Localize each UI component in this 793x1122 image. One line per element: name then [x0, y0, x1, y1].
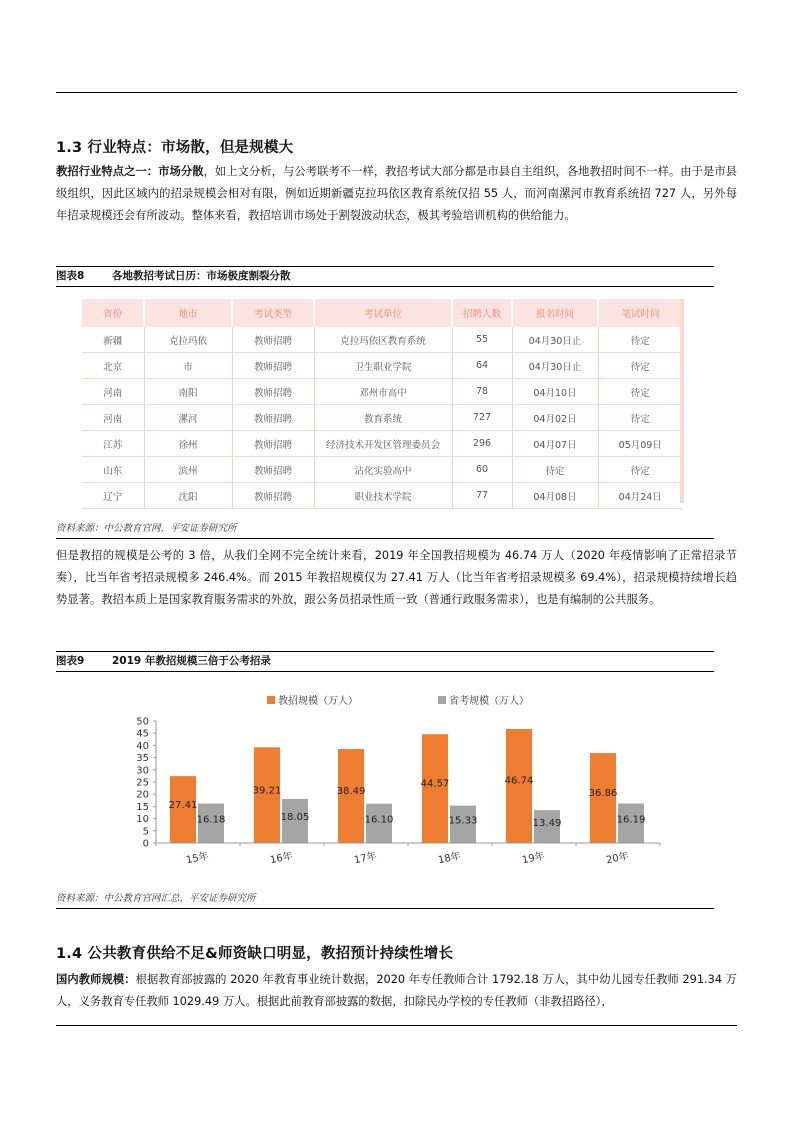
table-cell: 徐州 — [144, 431, 232, 457]
table-cell: 滨州 — [144, 457, 232, 483]
table-cell: 待定 — [598, 353, 682, 379]
paragraph-teacher-scale — [56, 969, 737, 1013]
x-tick-label: 19年 — [521, 850, 546, 867]
table-cell: 待定 — [512, 457, 598, 483]
y-tick-label: 30 — [136, 765, 149, 777]
figure-number: 图表8 — [56, 270, 85, 282]
table-cell: 江苏 — [82, 431, 144, 457]
table-cell: 南阳 — [144, 379, 232, 405]
x-tick-label: 17年 — [353, 850, 378, 867]
paragraph-body: ，如上文分析，与公考联考不一样，教招考试大部分都是市县自主组织，各地教招时间不一样。由于是市县级组织，因此区域内的招录规模会相对有限，例如近期新疆克拉玛依区教育系统仅招 55 人，而河南漯河市教育系统招 727 人，另外每年招录规模还会有所波动。整体来看，教招培训市场处于割裂波动状态，极其考验培训机构的供给能力。 — [56, 165, 737, 222]
y-tick-label: 15 — [136, 801, 149, 813]
table-cell: 克拉玛依 — [144, 327, 232, 353]
table-cell: 新疆 — [82, 327, 144, 353]
table-row — [82, 327, 682, 353]
bar-series — [169, 729, 646, 843]
figure-title: 各地教招考试日历：市场极度割裂分散 — [112, 270, 291, 282]
table-cell: 04月24日 — [598, 483, 682, 509]
paragraph-lead: 国内教师规模： — [56, 973, 136, 986]
x-axis — [156, 843, 660, 866]
table-cell: 经济技术开发区管理委员会 — [314, 431, 452, 457]
table-cell: 山东 — [82, 457, 144, 483]
x-tick-label: 16年 — [269, 850, 294, 867]
y-tick-label: 5 — [142, 826, 149, 838]
table-cell: 727 — [452, 405, 512, 431]
table-cell: 克拉玛依区教育系统 — [314, 327, 452, 353]
table-cell: 辽宁 — [82, 483, 144, 509]
y-tick-label: 0 — [142, 838, 149, 850]
table-cell: 55 — [452, 327, 512, 353]
paragraph-lead: 教招行业特点之一：市场分散 — [56, 165, 204, 178]
figure-9-caption — [56, 651, 714, 672]
figure-8-caption — [56, 266, 714, 287]
figure-8-source: 资料来源：中公教育官网，平安证券研究所 — [56, 520, 714, 539]
chart-legend — [267, 694, 529, 707]
table-row — [82, 457, 682, 483]
x-tick-label: 18年 — [437, 850, 462, 867]
y-tick-label: 10 — [136, 814, 149, 826]
table-cell: 64 — [452, 353, 512, 379]
civil-exam-data-label: 18.05 — [280, 812, 310, 824]
table-cell: 北京 — [82, 353, 144, 379]
table-cell: 77 — [452, 483, 512, 509]
table-edge-decoration — [680, 299, 684, 503]
section-title-1-3: 1.3 行业特点：市场散，但是规模大 — [56, 140, 294, 156]
figure-number: 图表9 — [56, 655, 85, 667]
x-tick-label: 15年 — [185, 850, 210, 867]
civil-exam-data-label: 13.49 — [532, 817, 562, 829]
table-header-cell: 省份 — [82, 299, 144, 327]
table-cell: 60 — [452, 457, 512, 483]
table-cell: 教师招聘 — [232, 431, 314, 457]
x-tick-label: 20年 — [605, 850, 630, 867]
y-tick-label: 20 — [136, 789, 149, 801]
paragraph-body: 根据教育部披露的 2020 年教育事业统计数据，2020 年专任教师合计 1792.18 万人，其中幼儿园专任教师 291.34 万人，义务教育专任教师 1029.49 万人。根据此前教育部披露的数据，扣除民办学校的专任教师（非教招路径）， — [56, 973, 737, 1008]
table-cell: 78 — [452, 379, 512, 405]
teacher-data-label: 46.74 — [504, 775, 534, 787]
legend-label-teacher: 教招规模（万人） — [278, 696, 358, 707]
table-cell: 职业技术学院 — [314, 483, 452, 509]
table-cell: 04月30日止 — [512, 327, 598, 353]
recruitment-bar-chart — [56, 680, 714, 888]
y-tick-label: 25 — [136, 777, 149, 789]
table-cell: 教师招聘 — [232, 327, 314, 353]
teacher-data-label: 36.86 — [588, 788, 618, 800]
table-cell: 市 — [144, 353, 232, 379]
table-cell: 教师招聘 — [232, 483, 314, 509]
chart-svg — [56, 680, 714, 888]
table-header-cell: 考试单位 — [314, 299, 452, 327]
table-row — [82, 405, 682, 431]
legend-swatch-teacher — [267, 696, 275, 704]
teacher-data-label: 38.49 — [336, 786, 366, 798]
table-header-cell: 笔试时间 — [598, 299, 682, 327]
civil-exam-data-label: 16.19 — [616, 814, 646, 826]
table-cell: 教师招聘 — [232, 379, 314, 405]
table-cell: 教育系统 — [314, 405, 452, 431]
section-title-1-4: 1.4 公共教育供给不足&师资缺口明显，教招预计持续性增长 — [56, 946, 454, 962]
table-cell: 邓州市高中 — [314, 379, 452, 405]
civil-exam-data-label: 15.33 — [448, 815, 478, 827]
table-cell: 河南 — [82, 379, 144, 405]
table-row — [82, 379, 682, 405]
legend-label-civil: 省考规模（万人） — [449, 696, 529, 707]
table-cell: 卫生职业学院 — [314, 353, 452, 379]
table-row — [82, 353, 682, 379]
table-cell: 04月30日止 — [512, 353, 598, 379]
paragraph-market-fragmented — [56, 161, 737, 227]
table-header-cell: 报名时间 — [512, 299, 598, 327]
table-cell: 待定 — [598, 457, 682, 483]
table-cell: 04月07日 — [512, 431, 598, 457]
y-tick-label: 50 — [136, 716, 149, 728]
table-cell: 待定 — [598, 379, 682, 405]
table-cell: 296 — [452, 431, 512, 457]
paragraph-scale: 但是教招的规模是公考的 3 倍，从我们全网不完全统计来看，2019 年全国教招规模为 46.74 万人（2020 年疫情影响了正常招录节奏），比当年省考招录规模多 246.4%。而 2015 年教招规模仅为 27.41 万人（比当年省考招录规模多 69.4%），招录规模持续增长趋势显著。教招本质上是国家教育服务需求的外放，跟公务员招录性质一致（普通行政服务需求），也是有编制的公共服务。 — [56, 549, 737, 606]
table-cell: 河南 — [82, 405, 144, 431]
table-cell: 沈阳 — [144, 483, 232, 509]
table-cell: 待定 — [598, 405, 682, 431]
table-cell: 教师招聘 — [232, 457, 314, 483]
teacher-data-label: 44.57 — [420, 778, 450, 790]
table-header-row — [82, 299, 682, 327]
table-cell: 04月10日 — [512, 379, 598, 405]
table-cell: 漯河 — [144, 405, 232, 431]
table-row — [82, 483, 682, 509]
figure-9-source: 资料来源：中公教育官网汇总，平安证券研究所 — [56, 890, 714, 909]
exam-calendar-table — [82, 299, 682, 509]
table-cell: 05月09日 — [598, 431, 682, 457]
footer-rule — [56, 1025, 737, 1026]
table-cell: 教师招聘 — [232, 405, 314, 431]
civil-exam-data-label: 16.18 — [196, 814, 226, 826]
legend-swatch-civil — [438, 696, 446, 704]
teacher-data-label: 39.21 — [252, 785, 282, 797]
table-header-cell: 招聘人数 — [452, 299, 512, 327]
table-header-cell: 地市 — [144, 299, 232, 327]
figure-title: 2019 年教招规模三倍于公考招录 — [112, 655, 271, 667]
table-cell: 待定 — [598, 327, 682, 353]
table-cell: 沾化实验高中 — [314, 457, 452, 483]
table-header-cell: 考试类型 — [232, 299, 314, 327]
y-tick-label: 45 — [136, 728, 149, 740]
y-axis — [136, 717, 156, 850]
table-row — [82, 431, 682, 457]
y-tick-label: 35 — [136, 753, 149, 765]
y-tick-label: 40 — [136, 740, 149, 752]
header-rule — [56, 92, 737, 93]
table-cell: 教师招聘 — [232, 353, 314, 379]
table-cell: 04月02日 — [512, 405, 598, 431]
civil-exam-data-label: 16.10 — [364, 814, 394, 826]
table-cell: 04月08日 — [512, 483, 598, 509]
teacher-data-label: 27.41 — [168, 800, 198, 812]
